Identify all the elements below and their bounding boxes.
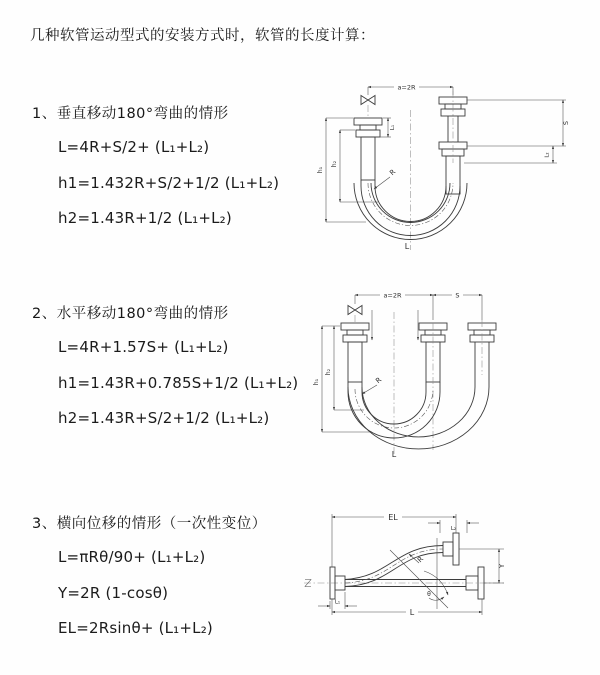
dim-label-el: EL (388, 513, 398, 522)
section-vertical-movement (32, 102, 322, 245)
dim-label-l2: L₂ (450, 526, 457, 532)
dim-label-a2r: a=2R (397, 83, 416, 92)
braid-section (426, 342, 440, 382)
braid-section (361, 137, 375, 180)
dim-label-l2: L₂ (544, 152, 551, 158)
dim-label-s: S (455, 291, 460, 300)
dim-l2 (428, 520, 479, 533)
dim-label-r: R (374, 375, 384, 386)
dim-label-h1: h₁ (313, 378, 320, 386)
dim-h2 (325, 326, 364, 410)
dim-label-l1: L₁ (390, 124, 396, 131)
right-flange-assembly (468, 320, 496, 375)
formula-h1-2: h1=1.43R+0.785S+1/2 (L₁+L₂) (58, 373, 299, 392)
valve-icon (348, 306, 362, 324)
left-flange-assembly (341, 323, 369, 382)
dim-label-h2: h₂ (325, 368, 332, 376)
section-horizontal-movement (32, 302, 322, 445)
formula-L-3: L=πRθ/90+ (L₁+L₂) (58, 548, 206, 566)
dim-label-theta: θ (427, 591, 431, 598)
section-lateral-displacement (32, 512, 322, 655)
dim-label-r: R (388, 167, 398, 178)
diagram-horizontal-180-bend (310, 280, 598, 462)
section-3-heading: 3、横向位移的情形（一次性变位） (32, 516, 267, 532)
formula-Y-3: Y=2R (1-cosθ) (58, 583, 169, 602)
formula-h1-1: h1=1.432R+S/2+1/2 (L₁+L₂) (58, 173, 280, 192)
right-pipe-assembly (439, 91, 467, 194)
dim-label-h1: h₁ (317, 166, 324, 174)
radius-callout (374, 168, 397, 189)
displaced-hose-position (345, 533, 459, 587)
diagram-vertical-180-bend (310, 68, 598, 260)
left-flange-assembly (354, 118, 382, 180)
dim-s (467, 100, 570, 146)
dim-l2 (464, 146, 557, 163)
dim-label-l1: L₁ (334, 599, 341, 606)
dim-label-a2r: a=2R (383, 291, 402, 300)
section-2-heading: 2、水平移动180°弯曲的情形 (32, 306, 229, 322)
valve-icon (361, 96, 375, 119)
diagram-lateral-displacement (296, 501, 598, 653)
hose-u-curves (348, 364, 489, 449)
dim-label-h2: h₂ (331, 160, 338, 168)
formula-L-1: L=4R+S/2+ (L₁+L₂) (58, 138, 210, 156)
dim-label-y: Y (498, 563, 506, 569)
formula-L-2: L=4R+1.57S+ (L₁+L₂) (58, 338, 229, 356)
section-1-heading: 1、垂直移动180°弯曲的情形 (32, 106, 229, 122)
formula-EL-3: EL=2Rsinθ+ (L₁+L₂) (58, 619, 213, 637)
dim-label-length: L (391, 450, 397, 459)
braid-section (348, 342, 362, 382)
dim-top-span (368, 83, 453, 96)
centerline (304, 580, 506, 587)
dim-label-s: S (562, 120, 570, 126)
dim-label-length: L (409, 608, 415, 617)
formula-h2-1: h2=1.43R+1/2 (L₁+L₂) (58, 209, 232, 227)
dim-top-span (355, 291, 482, 321)
dim-label-length: L (404, 242, 410, 251)
page-title: 几种软管运动型式的安装方式时，软管的长度计算： (30, 28, 375, 44)
dim-el (332, 512, 456, 567)
dim-l1 (318, 592, 357, 609)
dim-l1 (376, 118, 396, 137)
formula-h2-2: h2=1.43R+S/2+1/2 (L₁+L₂) (58, 409, 270, 427)
radius-callout (362, 376, 383, 394)
dim-length (332, 599, 482, 617)
dim-label-r: R (416, 555, 426, 565)
